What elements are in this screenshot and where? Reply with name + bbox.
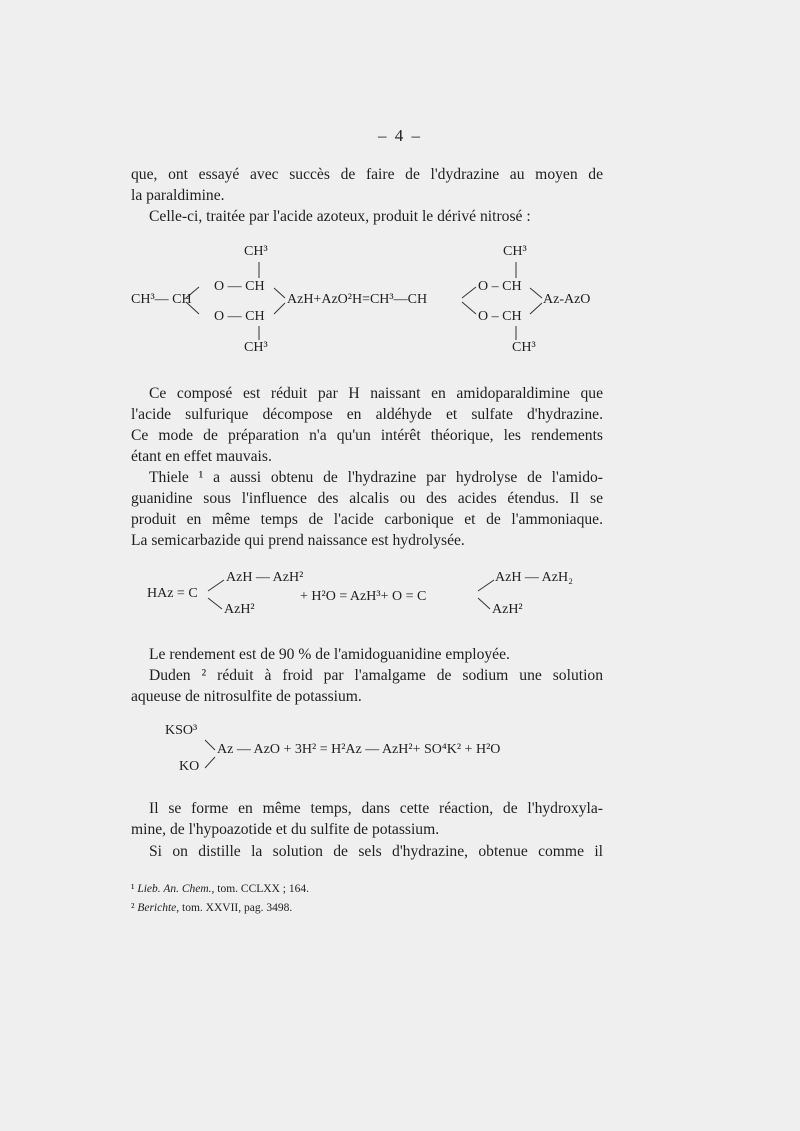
formula-1-ch3-bottom-left: CH³ xyxy=(244,340,268,355)
footnote-source: Lieb. An. Chem., xyxy=(137,883,215,895)
formula-2-right-top: AzH — AzH₂ xyxy=(495,570,573,585)
footnotes xyxy=(131,880,601,918)
text-line: Si on distille la solution de sels d'hydrazine, obtenue comme il xyxy=(149,843,603,860)
formula-2-left: HAz = C xyxy=(147,586,198,601)
formula-1-prefix: CH³— CH xyxy=(131,292,192,307)
formula-1-o-ch-bottom-left: O — CH xyxy=(214,309,265,324)
formula-1-suffix: Az-AzO xyxy=(543,292,591,307)
formula-1-o-ch-top-right: O – CH xyxy=(478,279,522,294)
formula-1-ch3-bottom-right: CH³ xyxy=(512,340,536,355)
text-line: Duden ² réduit à froid par l'amalgame de sodium une solution xyxy=(149,667,603,684)
text-line: Le rendement est de 90 % de l'amidoguanidine employée. xyxy=(149,646,510,663)
text-line: étant en effet mauvais. xyxy=(131,448,272,465)
formula-2-left-top: AzH — AzH² xyxy=(226,570,304,585)
text-line: produit en même temps de l'acide carbonique et de l'ammoniaque. xyxy=(131,511,603,528)
formula-3-kso3: KSO³ xyxy=(165,723,198,738)
formula-1-o-ch-bottom-right: O – CH xyxy=(478,309,522,324)
formula-1-ch3-top-left: CH³ xyxy=(244,244,268,259)
formula-2-left-bottom: AzH² xyxy=(224,602,255,617)
text-line: La semicarbazide qui prend naissance est hydrolysée. xyxy=(131,532,465,549)
text-line: aqueuse de nitrosulfite de potassium. xyxy=(131,688,362,705)
formula-1-middle: AzH+AzO²H=CH³—CH xyxy=(287,292,428,307)
text-line: que, ont essayé avec succès de faire de l'dydrazine au moyen de xyxy=(131,166,603,183)
formula-1-o-ch-top-left: O — CH xyxy=(214,279,265,294)
text-line: l'acide sulfurique décompose en aldéhyde et sulfate d'hydrazine. xyxy=(131,406,603,423)
text-line: Ce mode de préparation n'a qu'un intérêt théorique, les rendements xyxy=(131,427,603,444)
text-line: guanidine sous l'influence des alcalis ou des acides étendus. Il se xyxy=(131,490,603,507)
footnote-ref: tom. CCLXX ; 164. xyxy=(217,883,309,895)
text-line: Thiele ¹ a aussi obtenu de l'hydrazine par hydrolyse de l'amido- xyxy=(149,469,603,486)
formula-2-middle: + H²O = AzH³+ O = C xyxy=(300,589,427,604)
footnote-1 xyxy=(131,880,601,899)
formula-3-rest: Az — AzO + 3H² = H²Az — AzH²+ SO⁴K² + H²O xyxy=(217,742,501,757)
formula-3-ko: KO xyxy=(179,759,200,774)
footnote-source: Berichte, xyxy=(137,902,180,914)
footnote-mark: ² xyxy=(131,902,135,914)
paragraph-7 xyxy=(131,798,603,840)
page-number: – 4 – xyxy=(378,126,422,145)
text-line: la paraldimine. xyxy=(131,187,225,204)
footnote-ref: tom. XXVII, pag. 3498. xyxy=(182,902,293,914)
text-line: Celle-ci, traitée par l'acide azoteux, produit le dérivé nitrosé : xyxy=(149,208,531,225)
footnote-2 xyxy=(131,899,601,918)
text-line: Il se forme en même temps, dans cette réaction, de l'hydroxyla- xyxy=(149,800,603,817)
text-line: Ce composé est réduit par H naissant en amidoparaldimine que xyxy=(149,385,603,402)
formula-1-ch3-top-right: CH³ xyxy=(503,244,527,259)
paragraph-8 xyxy=(131,841,603,862)
text-line: mine, de l'hypoazotide et du sulfite de potassium. xyxy=(131,821,440,838)
footnote-mark: ¹ xyxy=(131,883,135,895)
formula-2-right-bottom: AzH² xyxy=(492,602,523,617)
